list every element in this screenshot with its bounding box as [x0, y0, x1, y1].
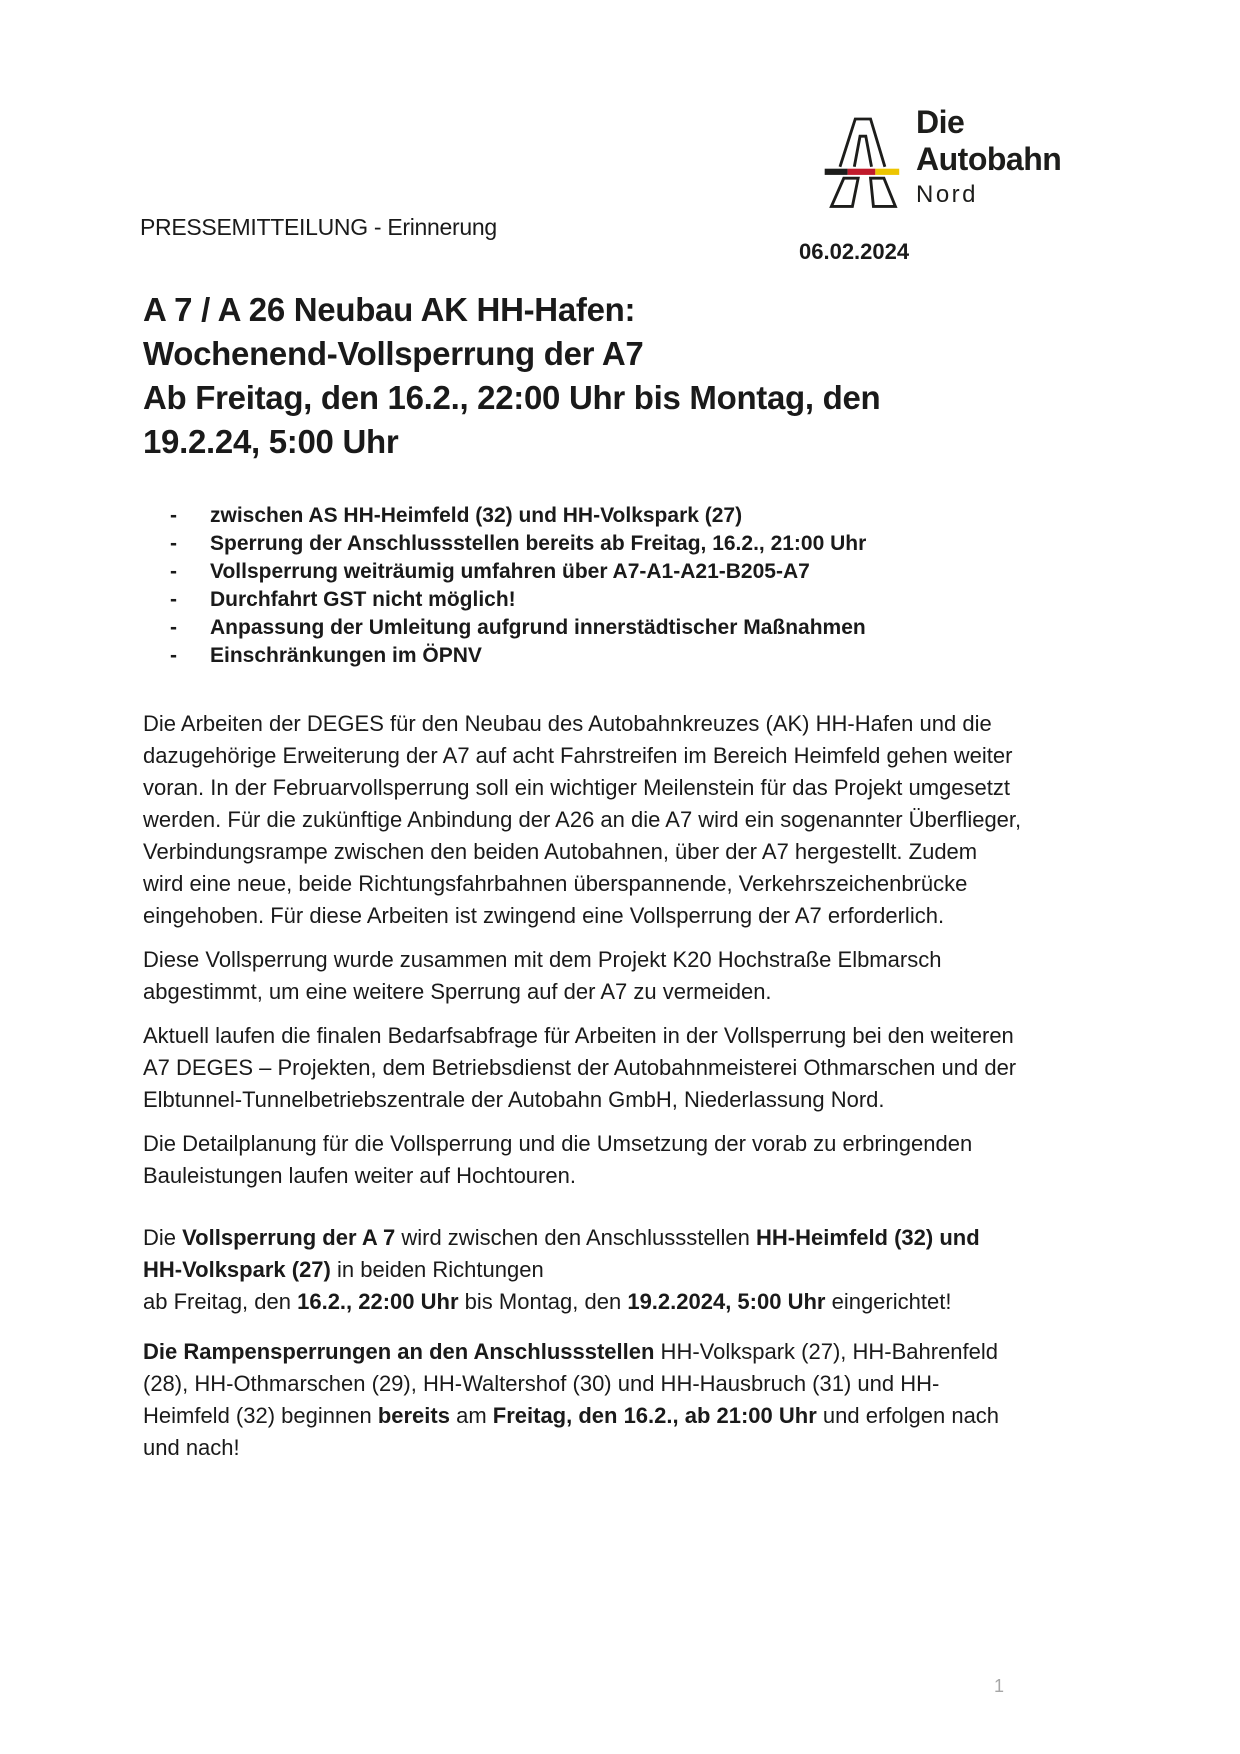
body-paragraph: [143, 1336, 1023, 1464]
text: ab Freitag, den: [143, 1289, 298, 1314]
body-paragraph: [143, 1128, 1023, 1192]
body-paragraph: [143, 708, 1023, 932]
bold-text: HH-Heimfeld (32) und HH-Volkspark (27): [143, 1225, 980, 1282]
text: eingerichtet!: [825, 1289, 952, 1314]
highlights-list: [143, 502, 1023, 670]
bullet-dash: -: [170, 532, 177, 555]
logo-word-autobahn: Autobahn: [916, 141, 1062, 177]
bold-text: bereits: [377, 1403, 450, 1428]
text: HH-Volkspark (27), HH-Bahrenfeld (28), HH-Othmarschen (29), HH-Waltershof (30) und HH-Hausbruch (31) und HH-Heimfeld (32) beginnen: [143, 1339, 999, 1428]
text: Die Detailplanung für die Vollsperrung und die Umsetzung der vorab zu erbringenden Bauleistungen laufen weiter auf Hochtouren.: [143, 1131, 973, 1188]
list-item: [143, 586, 1023, 614]
body-paragraph: [143, 944, 1023, 1008]
list-item: [143, 502, 1023, 530]
title-line: A 7 / A 26 Neubau AK HH-Hafen:: [143, 291, 636, 328]
list-item-text: Sperrung der Anschlussstellen bereits ab Freitag, 16.2., 21:00 Uhr: [210, 532, 867, 555]
bullet-dash: -: [170, 588, 177, 611]
body-paragraph: [143, 1020, 1023, 1116]
bold-text: Vollsperrung der A 7: [182, 1225, 396, 1250]
bold-text: 16.2., 22:00 Uhr: [297, 1289, 459, 1314]
date: 06.02.2024: [799, 239, 910, 264]
list-item: [143, 614, 1023, 642]
logo-word-die: Die: [916, 104, 965, 140]
list-item-text: Einschränkungen im ÖPNV: [210, 644, 482, 667]
title: [143, 288, 1023, 464]
body-paragraph: [143, 1222, 1023, 1318]
autobahn-a-icon: [818, 112, 904, 212]
list-item: [143, 530, 1023, 558]
text: am: [449, 1403, 493, 1428]
logo-word-nord: Nord: [916, 181, 979, 208]
list-item-text: Vollsperrung weiträumig umfahren über A7-A1-A21-B205-A7: [210, 560, 810, 583]
text: wird zwischen den Anschlussstellen: [395, 1225, 756, 1250]
logo-wordmark: [916, 104, 1061, 212]
bullet-dash: -: [170, 504, 177, 527]
bullet-dash: -: [170, 560, 177, 583]
title-line: Ab Freitag, den 16.2., 22:00 Uhr bis Montag, den: [143, 379, 881, 416]
page-number: 1: [994, 1676, 1005, 1696]
list-item-text: zwischen AS HH-Heimfeld (32) und HH-Volkspark (27): [210, 504, 743, 527]
text: Aktuell laufen die finalen Bedarfsabfrage für Arbeiten in der Vollsperrung bei den weiteren A7 DEGES – Projekten, dem Betriebsdienst der Autobahnmeisterei Othmarschen und der Elbtunnel-Tunnelbetriebszentrale der Autobahn GmbH, Niederlassung Nord.: [143, 1023, 1017, 1112]
bold-text: 19.2.2024, 5:00 Uhr: [627, 1289, 826, 1314]
title-line: Wochenend-Vollsperrung der A7: [143, 335, 644, 372]
title-line: 19.2.24, 5:00 Uhr: [143, 423, 399, 460]
text: in beiden Richtungen: [330, 1257, 544, 1282]
text: Diese Vollsperrung wurde zusammen mit dem Projekt K20 Hochstraße Elbmarsch abgestimmt, um eine weitere Sperrung auf der A7 zu vermeiden.: [143, 947, 942, 1004]
die-autobahn-logo: [818, 104, 1061, 212]
body-paragraphs: [143, 708, 1023, 1464]
document-type-label: PRESSEMITTEILUNG - Erinnerung: [140, 214, 497, 240]
text: Die: [143, 1225, 183, 1250]
list-item: [143, 558, 1023, 586]
text: und erfolgen nach und nach!: [143, 1403, 1000, 1460]
list-item: [143, 642, 1023, 670]
text: Die Arbeiten der DEGES für den Neubau des Autobahnkreuzes (AK) HH-Hafen und die dazugehörige Erweiterung der A7 auf acht Fahrstreifen im Bereich Heimfeld gehen weiter voran. In der Februarvollsperrung soll ein wichtiger Meilenstein für das Projekt umgesetzt werden. Für die zukünftige Anbindung der A26 an die A7 wird ein sogenannter Überflieger, Verbindungsrampe zwischen den beiden Autobahnen, über der A7 hergestellt. Zudem wird eine neue, beide Richtungsfahrbahnen überspannende, Verkehrszeichenbrücke eingehoben. Für diese Arbeiten ist zwingend eine Vollsperrung der A7 erforderlich.: [143, 711, 1022, 928]
bold-text: Die Rampensperrungen an den Anschlussstellen: [143, 1339, 655, 1364]
bold-text: Freitag, den 16.2., ab 21:00 Uhr: [492, 1403, 817, 1428]
list-item-text: Durchfahrt GST nicht möglich!: [210, 588, 516, 611]
bullet-dash: -: [170, 644, 177, 667]
text: bis Montag, den: [458, 1289, 628, 1314]
list-item-text: Anpassung der Umleitung aufgrund innerstädtischer Maßnahmen: [210, 616, 866, 639]
article: [143, 288, 1023, 1464]
bullet-dash: -: [170, 616, 177, 639]
